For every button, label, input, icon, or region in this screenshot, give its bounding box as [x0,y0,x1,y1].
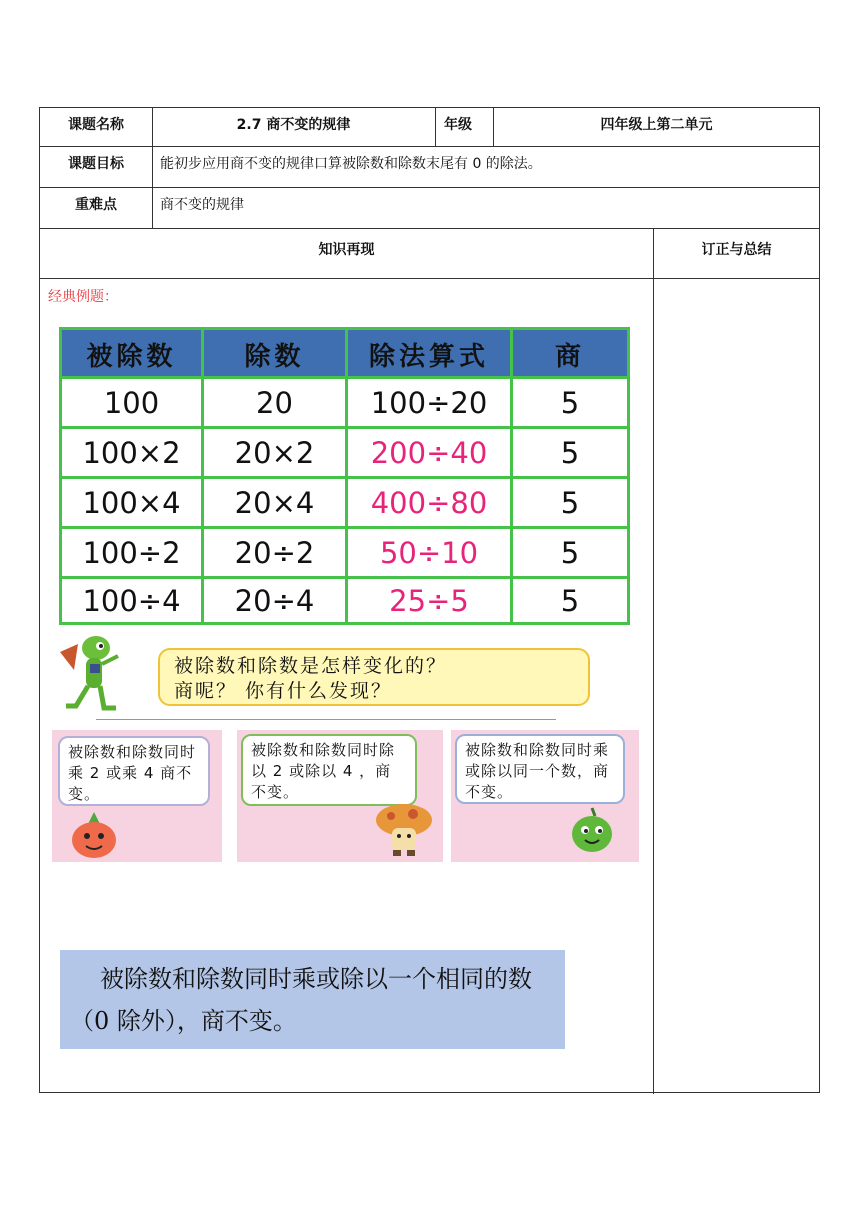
carrot-character-icon [64,808,124,860]
panel-multiply [52,730,222,862]
example-label: 经典例题： [48,289,118,305]
table-cell: 100÷20 [370,385,488,420]
table-header-dividend: 被除数 [86,341,177,372]
correction-title: 订正与总结 [701,242,772,258]
table-cell: 100÷4 [82,583,181,618]
col-divider [435,108,436,146]
table-cell: 100÷2 [82,535,181,570]
grade-value: 四年级上第二单元 [600,117,713,133]
table-cell: 5 [560,535,580,570]
row-divider [40,146,819,147]
lesson-plan-table [39,107,820,1093]
table-cell: 100 [103,385,160,420]
panel-bubble: 被除数和除数同时除以 2 或除以 4 ，商不变。 [241,734,417,806]
panel-bubble: 被除数和除数同时乘或除以同一个数，商不变。 [455,734,625,804]
knowledge-title: 知识再现 [318,242,375,258]
table-header-quotient: 商 [554,341,585,372]
table-cell: 20÷4 [234,583,315,618]
course-name-label: 课题名称 [68,117,124,133]
table-cell: 200÷40 [370,435,488,470]
table-cell: 20 [256,385,293,420]
table-cell: 5 [560,583,580,618]
key-point-value: 商不变的规律 [160,197,244,213]
question-bubble [158,648,590,706]
question-line-1: 被除数和除数是怎样变化的？ [174,655,448,677]
row-divider [40,187,819,188]
table-cell: 20÷2 [234,535,315,570]
mushroom-character-icon [373,802,435,860]
course-name-value: 2.7 商不变的规律 [236,117,351,133]
col-divider [653,228,654,1094]
panel-same-number [451,730,639,862]
panel-divide [237,730,443,862]
illustration-divider [96,719,556,720]
example-table [59,327,630,625]
row-divider [40,278,819,279]
row-divider [40,228,819,229]
table-header-expression: 除法算式 [368,341,489,372]
grasshopper-mascot-icon [52,630,124,712]
table-cell: 400÷80 [370,485,488,520]
grade-label: 年级 [444,117,472,133]
table-cell: 100×2 [82,435,181,470]
table-cell: 100×4 [82,485,181,520]
pepper-character-icon [565,806,619,860]
key-point-label: 重难点 [75,197,117,213]
table-cell: 25÷5 [389,583,469,618]
table-header-divisor: 除数 [244,341,305,372]
table-cell: 20×4 [234,485,315,520]
conclusion-box [60,950,565,1049]
question-line-2: 商呢？ 你有什么发现？ [174,680,393,702]
objective-label: 课题目标 [68,156,124,172]
panel-bubble: 被除数和除数同时乘 2 或乘 4 商不变。 [58,736,210,806]
table-cell: 5 [560,435,580,470]
conclusion-text: 被除数和除数同时乘或除以一个相同的数（0 除外），商不变。 [70,965,532,1035]
table-cell: 5 [560,385,580,420]
objective-value: 能初步应用商不变的规律口算被除数和除数末尾有 0 的除法。 [160,156,542,172]
table-cell: 5 [560,485,580,520]
table-cell: 20×2 [234,435,315,470]
table-cell: 50÷10 [379,535,479,570]
